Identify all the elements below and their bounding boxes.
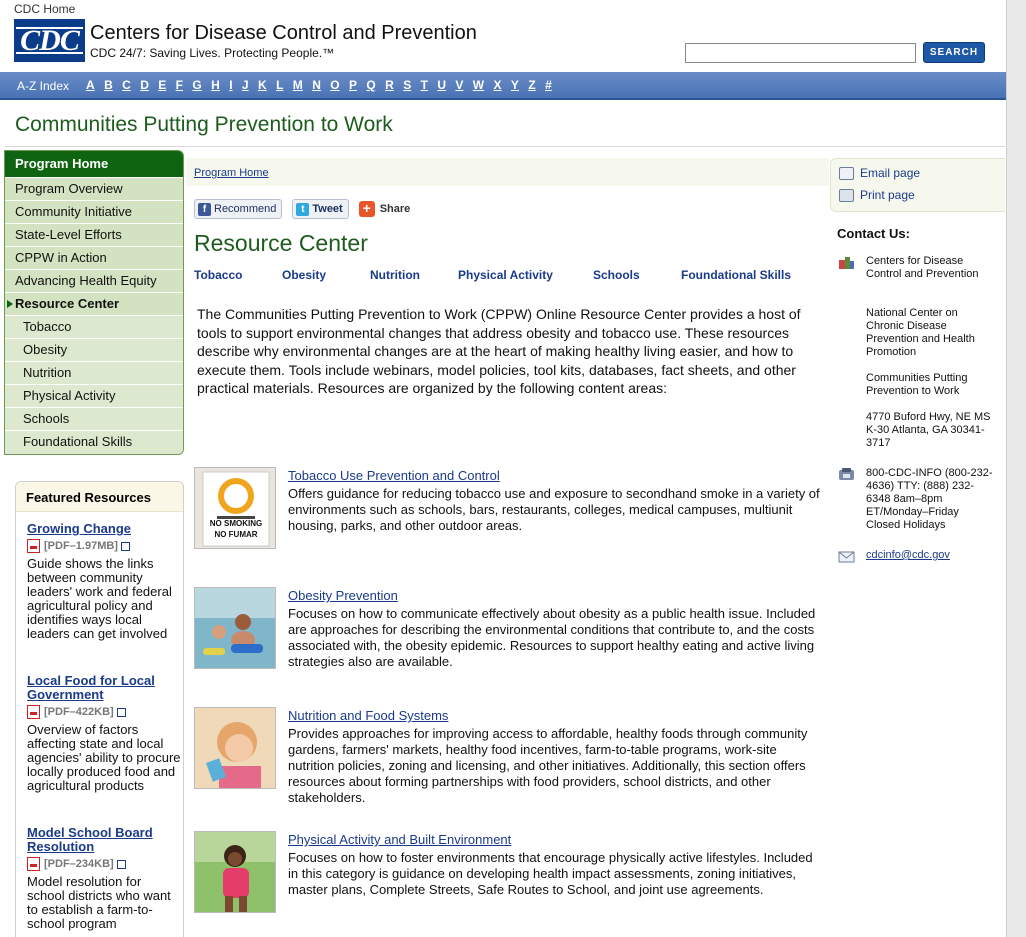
nav-subitem-physical-activity[interactable]: Physical Activity: [5, 384, 183, 407]
breadcrumb-bar: [186, 158, 829, 186]
external-link-icon: [121, 542, 130, 551]
nav-subitem-tobacco[interactable]: Tobacco: [5, 315, 183, 338]
contact-program-name: Communities Putting Prevention to Work: [866, 372, 968, 397]
az-letter-link[interactable]: D: [140, 78, 149, 92]
az-index-label[interactable]: A-Z Index: [17, 79, 70, 93]
share-label: Share: [379, 203, 411, 215]
az-letter-link[interactable]: B: [104, 78, 113, 92]
contact-center: [838, 307, 998, 359]
cdcinfo-email-link[interactable]: cdcinfo@cdc.gov: [866, 549, 950, 561]
featured-item-link[interactable]: Local Food for Local Government: [27, 673, 155, 702]
email-page-link[interactable]: [839, 166, 920, 180]
az-letter-link[interactable]: H: [211, 78, 220, 92]
nav-item-program-overview[interactable]: Program Overview: [5, 177, 183, 200]
az-letter-link[interactable]: N: [312, 78, 321, 92]
org-name: Centers for Disease Control and Prevention: [90, 22, 477, 44]
cdc-home-link[interactable]: CDC Home: [14, 2, 76, 16]
email-icon: [839, 167, 854, 180]
printer-icon: [839, 189, 854, 202]
az-letter-link[interactable]: P: [348, 78, 357, 92]
file-info: [27, 538, 182, 554]
search-input[interactable]: [685, 43, 916, 63]
az-letter-link[interactable]: U: [437, 78, 446, 92]
facebook-recommend-button[interactable]: [194, 199, 282, 219]
file-size: [PDF–234KB]: [44, 858, 114, 870]
az-letter-link[interactable]: #: [545, 78, 552, 92]
section-heading: Resource Center: [194, 230, 368, 256]
featured-resources-heading: Featured Resources: [16, 482, 183, 512]
tagline: CDC 24/7: Saving Lives. Protecting People.™: [90, 46, 335, 60]
topic-links: [194, 268, 814, 284]
az-letter-link[interactable]: Q: [366, 78, 376, 92]
az-letter-link[interactable]: W: [472, 78, 485, 92]
building-icon: [838, 256, 855, 269]
nav-item-cppw-in-action[interactable]: CPPW in Action: [5, 246, 183, 269]
nav-item-advancing-health-equity[interactable]: Advancing Health Equity: [5, 269, 183, 292]
no-smoking-sign-image: [195, 468, 276, 549]
az-letter-link[interactable]: L: [276, 78, 284, 92]
search-button[interactable]: SEARCH: [923, 42, 985, 63]
az-letter-link[interactable]: Y: [510, 78, 519, 92]
contact-org-name: Centers for Disease Control and Prevention: [866, 255, 979, 280]
az-letter-link[interactable]: T: [420, 78, 428, 92]
resource-description: Provides approaches for improving access to affordable, healthy foods through community gardens, farmers' markets, healthy food incentives, farm-to-table programs, work-site nutrition policies, zoning and licensing, and other initiatives. Additionally, this section offers resources about forming partnerships with food providers, school districts, and other stakeholders.: [288, 726, 808, 805]
az-letter-list: [86, 78, 561, 92]
cdc-logo[interactable]: [14, 19, 85, 62]
print-page-link[interactable]: [839, 188, 915, 202]
resource-title-link[interactable]: Tobacco Use Prevention and Control: [288, 468, 500, 483]
az-letter-link[interactable]: J: [241, 78, 249, 92]
share-plus-icon: +: [359, 201, 375, 217]
nav-item-resource-center[interactable]: [5, 292, 183, 315]
resource-description: Focuses on how to foster environments that encourage physically active lifestyles. Included in this category is guidance on developing health impact assessments, zoning initiatives, master plans, Complete Streets, Safe Routes to School, and joint use agreements.: [288, 850, 813, 897]
contact-program: [838, 372, 998, 398]
nav-item-community-initiative[interactable]: Community Initiative: [5, 200, 183, 223]
nav-subitem-obesity[interactable]: Obesity: [5, 338, 183, 361]
phone-text: 800-CDC-INFO (800-232-4636) TTY: (888) 232-6348 8am–8pm ET/Monday–Friday Closed Holidays: [866, 467, 993, 531]
address-text: 4770 Buford Hwy, NE MS K-30 Atlanta, GA 30341-3717: [866, 411, 991, 449]
intro-paragraph: The Communities Putting Prevention to Work (CPPW) Online Resource Center provides a host of tools to support environmental changes that address obesity and tobacco use. These resources describe why environmental changes are at the heart of making healthy living easier, and how to execute them. Tools include webinars, model policies, tool kits, databases, fact sheets, and other practical materials. Resources are organized by the following content areas:: [197, 306, 801, 397]
nav-subitem-schools[interactable]: Schools: [5, 407, 183, 430]
nav-subitem-nutrition[interactable]: Nutrition: [5, 361, 183, 384]
topic-link-tobacco[interactable]: Tobacco: [194, 268, 243, 282]
az-letter-link[interactable]: R: [385, 78, 394, 92]
contact-email: [838, 549, 998, 565]
external-link-icon: [117, 708, 126, 717]
breadcrumb[interactable]: Program Home: [194, 167, 269, 179]
resource-title-link[interactable]: Obesity Prevention: [288, 588, 398, 603]
social-share-row: [194, 199, 410, 219]
az-letter-link[interactable]: G: [192, 78, 202, 92]
nutrition-thumbnail[interactable]: [194, 707, 276, 789]
az-letter-link[interactable]: V: [455, 78, 464, 92]
left-navigation: [4, 150, 184, 455]
topic-link-foundational-skills[interactable]: Foundational Skills: [681, 268, 792, 282]
resource-item: [194, 707, 824, 805]
az-letter-link[interactable]: C: [122, 78, 131, 92]
featured-resources-panel: [15, 481, 184, 937]
contact-address: [838, 411, 998, 463]
recommend-label: Recommend: [214, 203, 277, 215]
az-letter-link[interactable]: X: [493, 78, 502, 92]
featured-item: [27, 674, 182, 793]
topic-link-obesity[interactable]: Obesity: [282, 268, 327, 282]
sign-text: NO FUMAR: [214, 530, 258, 539]
featured-item: [27, 826, 182, 931]
featured-item-description: Model resolution for school districts who want to establish a farm-to-school program: [27, 874, 171, 931]
topic-link-physical-activity[interactable]: Physical Activity: [458, 268, 553, 282]
contact-org: [838, 255, 998, 295]
facebook-icon: f: [198, 203, 211, 216]
resource-title-link[interactable]: Nutrition and Food Systems: [288, 708, 449, 723]
file-size: [PDF–1.97MB]: [44, 540, 118, 552]
az-letter-link[interactable]: S: [403, 78, 412, 92]
contact-phone: [838, 467, 998, 545]
twitter-icon: t: [296, 203, 309, 216]
print-page-label: Print page: [860, 188, 915, 202]
featured-item-description: Guide shows the links between community leaders' work and federal agricultural policy and identifies ways local leaders can get involved: [27, 556, 172, 641]
az-letter-link[interactable]: E: [158, 78, 167, 92]
resource-item: [194, 831, 824, 913]
featured-item-description: Overview of factors affecting state and local agencies' ability to procure locally produced food and agricultural products: [27, 722, 181, 793]
email-page-label: Email page: [860, 166, 921, 180]
nav-item-state-level-efforts[interactable]: State-Level Efforts: [5, 223, 183, 246]
swimming-photo-image: [195, 588, 276, 669]
az-letter-link[interactable]: Z: [528, 78, 536, 92]
child-running-photo-image: [195, 832, 276, 913]
contact-heading: Contact Us:: [837, 226, 910, 241]
sign-text: NO SMOKING: [209, 519, 263, 528]
topic-link-schools[interactable]: Schools: [593, 268, 640, 282]
obesity-thumbnail[interactable]: [194, 587, 276, 669]
featured-item: [27, 522, 182, 641]
nav-subitem-foundational-skills[interactable]: Foundational Skills: [5, 430, 183, 454]
featured-item-link[interactable]: Growing Change: [27, 521, 131, 536]
phone-icon: [838, 468, 855, 481]
az-letter-link[interactable]: O: [330, 78, 340, 92]
tweet-label: Tweet: [312, 203, 343, 215]
page-tools-box: [830, 158, 1005, 212]
pdf-icon: [27, 539, 40, 553]
topic-link-nutrition[interactable]: Nutrition: [370, 268, 420, 282]
divider: [5, 146, 1005, 147]
az-letter-link[interactable]: A: [86, 78, 95, 92]
az-index-bar: [0, 72, 1006, 100]
az-letter-link[interactable]: F: [175, 78, 183, 92]
child-eating-photo-image: [195, 708, 276, 789]
resource-item: [194, 467, 824, 549]
share-button[interactable]: [359, 201, 411, 217]
contact-center-name: National Center on Chronic Disease Prevention and Health Promotion: [866, 307, 975, 358]
site-header: [0, 0, 1006, 72]
pdf-icon: [27, 857, 40, 871]
featured-item-link[interactable]: Model School Board Resolution: [27, 825, 153, 854]
logo-text: CDC: [20, 24, 79, 57]
page-title: Communities Putting Prevention to Work: [15, 113, 393, 136]
file-info: [27, 704, 182, 720]
file-size: [PDF–422KB]: [44, 706, 114, 718]
resource-description: Offers guidance for reducing tobacco use and exposure to secondhand smoke in a variety of environments such as schools, bars, restaurants, colleges, medical campuses, multiunit housing, parks, and other outdoor areas.: [288, 486, 820, 533]
az-letter-link[interactable]: I: [229, 78, 233, 92]
envelope-icon: [838, 550, 855, 563]
file-info: [27, 856, 182, 872]
resource-item: [194, 587, 824, 669]
tweet-button[interactable]: [292, 199, 348, 219]
resource-title-link[interactable]: Physical Activity and Built Environment: [288, 832, 512, 847]
physical-activity-thumbnail[interactable]: [194, 831, 276, 913]
tobacco-thumbnail[interactable]: [194, 467, 276, 549]
resource-description: Focuses on how to communicate effectively about obesity as a public health issue. Included are approaches for describing the environmental conditions that contribute to, and the costs associated with, the obesity epidemic. Resources to support healthy eating and active living strategies also are available.: [288, 606, 816, 669]
current-arrow-icon: [7, 300, 13, 308]
nav-item-label: Resource Center: [15, 296, 120, 311]
pdf-icon: [27, 705, 40, 719]
nav-program-home[interactable]: Program Home: [5, 151, 183, 177]
az-letter-link[interactable]: K: [258, 78, 267, 92]
external-link-icon: [117, 860, 126, 869]
page-frame-shadow: [1006, 0, 1026, 937]
az-letter-link[interactable]: M: [292, 78, 303, 92]
